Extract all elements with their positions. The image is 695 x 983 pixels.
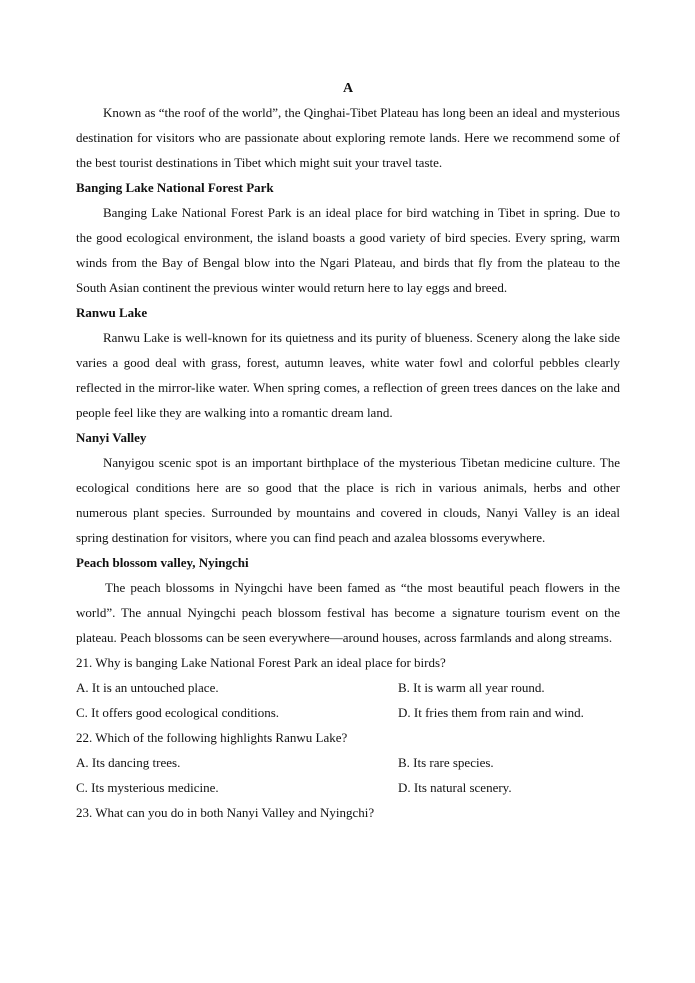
section-heading-nanyi-valley: Nanyi Valley	[76, 430, 147, 445]
section-heading-ranwu-lake: Ranwu Lake	[76, 305, 148, 320]
section-body-nanyi-valley: Nanyigou scenic spot is an important birthplace of the mysterious Tibetan medicine culture. The ecological conditions here are so good that the place is rich in various animals, herbs and other numerous plant species. Surrounded by mountains and covered in clouds, Nanyi Valley is an ideal spring destination for visitors, where you can find peach and azalea blossoms everywhere.	[76, 455, 620, 545]
question-21-option-b: B. It is warm all year round.	[398, 680, 545, 695]
section-heading-peach-blossom-valley: Peach blossom valley, Nyingchi	[76, 555, 249, 570]
question-22-options-row-2	[76, 775, 620, 800]
question-21-options-row-2	[76, 700, 620, 725]
question-22-option-d: D. Its natural scenery.	[398, 780, 512, 795]
question-22-option-c: C. Its mysterious medicine.	[76, 780, 219, 795]
question-22: 22. Which of the following highlights Ranwu Lake?	[76, 730, 348, 745]
question-21: 21. Why is banging Lake National Forest Park an ideal place for birds?	[76, 655, 446, 670]
section-body-banging-lake: Banging Lake National Forest Park is an ideal place for bird watching in Tibet in spring. Due to the good ecological environment, the island boasts a good variety of bird species. Every spring, warm winds from the Bay of Bengal blow into the Ngari Plateau, and birds that fly from the plateau to the South Asian continent the previous winter would return here to lay eggs and breed.	[76, 205, 620, 295]
intro-paragraph: Known as “the roof of the world”, the Qinghai-Tibet Plateau has long been an ideal and mysterious destination for visitors who are passionate about exploring remote lands. Here we recommend some of the best tourist destinations in Tibet which might suit your travel taste.	[76, 105, 620, 170]
section-body-ranwu-lake: Ranwu Lake is well-known for its quietness and its purity of blueness. Scenery along the lake side varies a good deal with grass, forest, autumn leaves, white water fowl and colorful pebbles clearly reflected in the mirror-like water. When spring comes, a reflection of green trees dances on the lake and people feel like they are walking into a romantic dream land.	[76, 330, 620, 420]
question-21-options-row-1	[76, 675, 620, 700]
question-22-option-b: B. Its rare species.	[398, 755, 494, 770]
question-21-option-d: D. It fries them from rain and wind.	[398, 705, 584, 720]
question-21-option-c: C. It offers good ecological conditions.	[76, 705, 280, 720]
passage-page	[76, 78, 620, 825]
section-heading-banging-lake: Banging Lake National Forest Park	[76, 180, 274, 195]
question-22-options-row-1	[76, 750, 620, 775]
question-22-option-a: A. Its dancing trees.	[76, 755, 181, 770]
passage-title: A	[342, 81, 354, 96]
question-23: 23. What can you do in both Nanyi Valley and Nyingchi?	[76, 805, 375, 820]
question-21-option-a: A. It is an untouched place.	[76, 680, 219, 695]
section-body-peach-blossom-valley: The peach blossoms in Nyingchi have been famed as “the most beautiful peach flowers in the world”. The annual Nyingchi peach blossom festival has become a signature tourism event on the plateau. Peach blossoms can be seen everywhere—around houses, across farmlands and along streams.	[76, 580, 620, 645]
